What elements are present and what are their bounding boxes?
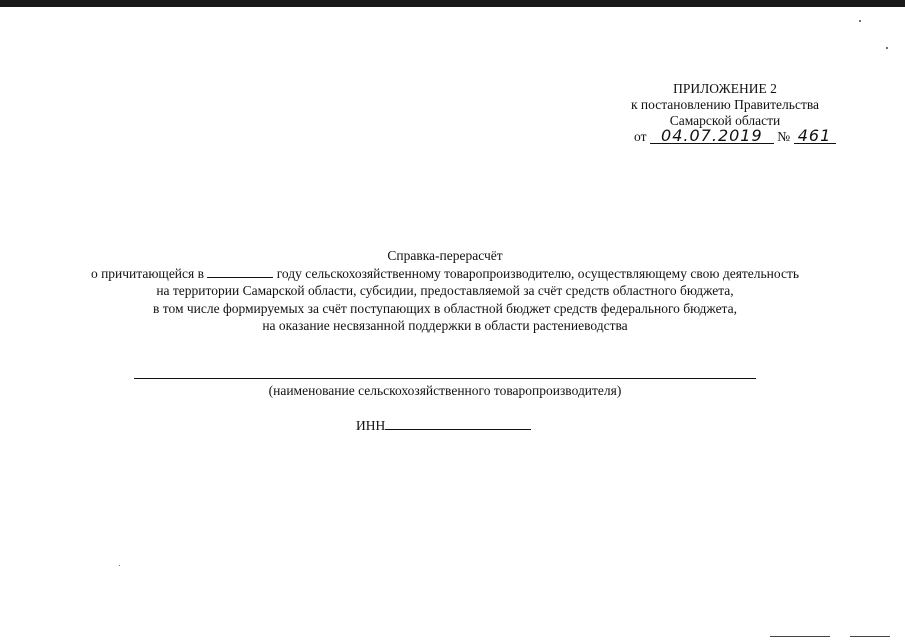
annex-line-1: к постановлению Правительства — [630, 97, 820, 112]
title-line-1 — [20, 265, 870, 283]
title-line-2: на территории Самарской области, субсидии, предоставляемой за счёт средств областного бюджета, — [156, 283, 734, 298]
scan-speck — [859, 20, 861, 22]
number-value: 461 — [794, 129, 836, 144]
title-block — [20, 247, 870, 335]
number-prefix: № — [777, 129, 791, 144]
annex-line-2: Самарской области — [669, 113, 781, 128]
title-line-3: в том числе формируемых за счёт поступающих в областной бюджет средств федерального бюджета, — [152, 300, 737, 316]
inn-line — [356, 417, 531, 434]
annex-date-line — [634, 126, 836, 145]
scan-speck — [770, 636, 830, 637]
inn-blank — [385, 417, 531, 430]
producer-name-caption: (наименование сельскохозяйственного товаропроизводителя) — [268, 383, 622, 398]
annex-heading: ПРИЛОЖЕНИЕ 2 — [673, 81, 777, 96]
scan-speck — [850, 636, 890, 637]
scan-speck — [119, 565, 120, 566]
document-title: Справка-перерасчёт — [387, 248, 503, 263]
title-line-1-part-2: году сельскохозяйственному товаропроизводителю, осуществляющему свою деятельность — [276, 265, 800, 281]
producer-name-rule — [134, 378, 756, 379]
date-value: 04.07.2019 — [650, 129, 774, 144]
title-line-1-part-1: о причитающейся в — [90, 265, 204, 281]
year-blank — [207, 266, 273, 278]
date-prefix: от — [634, 129, 647, 144]
title-line-4: на оказание несвязанной поддержки в области растениеводства — [262, 318, 628, 333]
scan-top-border — [0, 0, 905, 7]
scan-speck — [886, 47, 888, 49]
annex-block — [600, 81, 850, 145]
inn-label: ИНН — [356, 418, 386, 433]
